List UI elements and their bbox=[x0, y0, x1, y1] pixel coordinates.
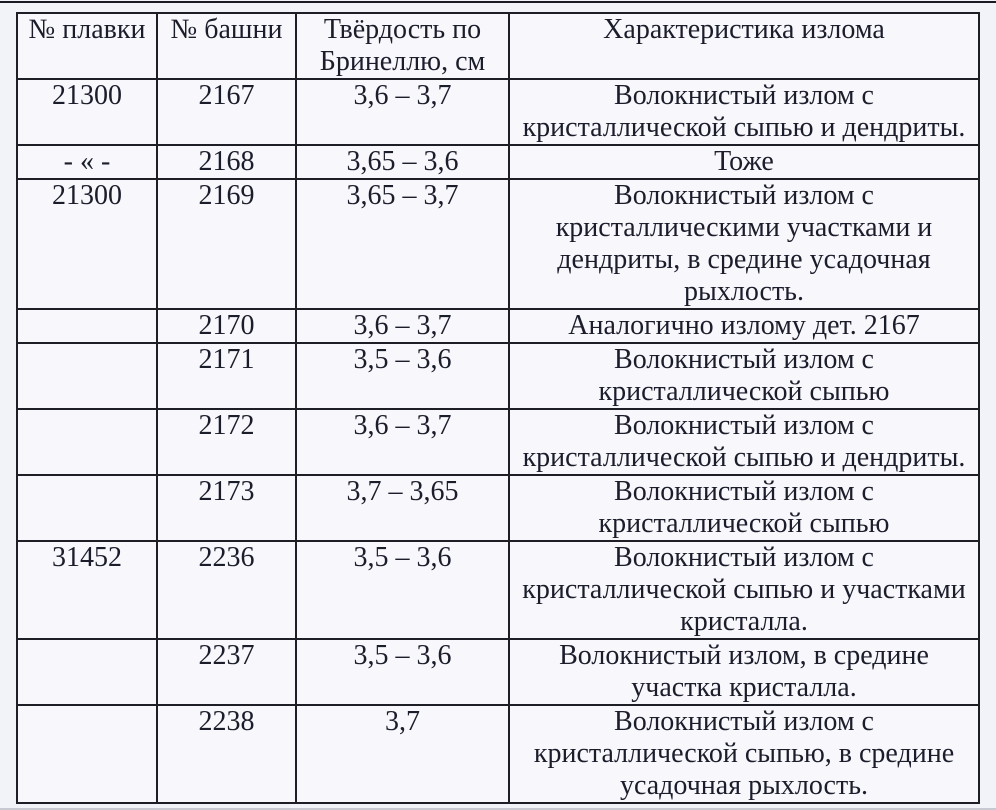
fracture-cell: Аналогично излому дет. 2167 bbox=[509, 309, 979, 343]
table-row bbox=[17, 309, 979, 343]
hardness-cell: 3,6 – 3,7 bbox=[296, 309, 509, 343]
melt-cell bbox=[17, 475, 157, 541]
tower-cell: 2167 bbox=[157, 79, 296, 145]
tower-cell: 2168 bbox=[157, 145, 296, 179]
hardness-cell: 3,5 – 3,6 bbox=[296, 541, 509, 639]
melt-cell bbox=[17, 705, 157, 803]
tower-cell: 2237 bbox=[157, 639, 296, 705]
hardness-cell: 3,5 – 3,6 bbox=[296, 639, 509, 705]
fracture-cell: Волокнистый излом с кристаллической сыпью и участками кристалла. bbox=[509, 541, 979, 639]
tower-cell: 2236 bbox=[157, 541, 296, 639]
melt-cell bbox=[17, 343, 157, 409]
melt-cell bbox=[17, 409, 157, 475]
table-row bbox=[17, 705, 979, 803]
hardness-fracture-table bbox=[16, 12, 980, 804]
melt-cell: 31452 bbox=[17, 541, 157, 639]
fracture-cell: Волокнистый излом, в средине участка кристалла. bbox=[509, 639, 979, 705]
header-tower-number: № башни bbox=[157, 13, 296, 79]
table-row bbox=[17, 79, 979, 145]
melt-cell: - « - bbox=[17, 145, 157, 179]
melt-cell: 21300 bbox=[17, 179, 157, 309]
header-hardness: Твёрдость по Бринеллю, см bbox=[296, 13, 509, 79]
tower-cell: 2173 bbox=[157, 475, 296, 541]
hardness-cell: 3,7 bbox=[296, 705, 509, 803]
fracture-cell: Волокнистый излом с кристаллической сыпью bbox=[509, 343, 979, 409]
fracture-cell: Волокнистый излом с кристаллическими участками и дендриты, в средине усадочная рыхлость. bbox=[509, 179, 979, 309]
table-row bbox=[17, 343, 979, 409]
tower-cell: 2170 bbox=[157, 309, 296, 343]
header-fracture: Характеристика излома bbox=[509, 13, 979, 79]
tower-cell: 2238 bbox=[157, 705, 296, 803]
melt-cell bbox=[17, 309, 157, 343]
table-row bbox=[17, 145, 979, 179]
fracture-cell: Волокнистый излом с кристаллической сыпью и дендриты. bbox=[509, 409, 979, 475]
table-row bbox=[17, 639, 979, 705]
tower-cell: 2169 bbox=[157, 179, 296, 309]
hardness-cell: 3,65 – 3,7 bbox=[296, 179, 509, 309]
tower-cell: 2172 bbox=[157, 409, 296, 475]
tower-cell: 2171 bbox=[157, 343, 296, 409]
table-header-row bbox=[17, 13, 979, 79]
melt-cell bbox=[17, 639, 157, 705]
table-row bbox=[17, 179, 979, 309]
hardness-cell: 3,5 – 3,6 bbox=[296, 343, 509, 409]
table-row bbox=[17, 541, 979, 639]
fracture-cell: Волокнистый излом с кристаллической сыпью, в средине усадочная рыхлость. bbox=[509, 705, 979, 803]
fracture-cell: Волокнистый излом с кристаллической сыпью bbox=[509, 475, 979, 541]
table-row bbox=[17, 409, 979, 475]
fracture-cell: Тоже bbox=[509, 145, 979, 179]
header-melt-number: № плавки bbox=[17, 13, 157, 79]
hardness-cell: 3,6 – 3,7 bbox=[296, 409, 509, 475]
hardness-cell: 3,7 – 3,65 bbox=[296, 475, 509, 541]
table-row bbox=[17, 475, 979, 541]
hardness-cell: 3,6 – 3,7 bbox=[296, 79, 509, 145]
fracture-cell: Волокнистый излом с кристаллической сыпью и дендриты. bbox=[509, 79, 979, 145]
hardness-cell: 3,65 – 3,6 bbox=[296, 145, 509, 179]
page-top-rule bbox=[0, 1, 996, 3]
melt-cell: 21300 bbox=[17, 79, 157, 145]
